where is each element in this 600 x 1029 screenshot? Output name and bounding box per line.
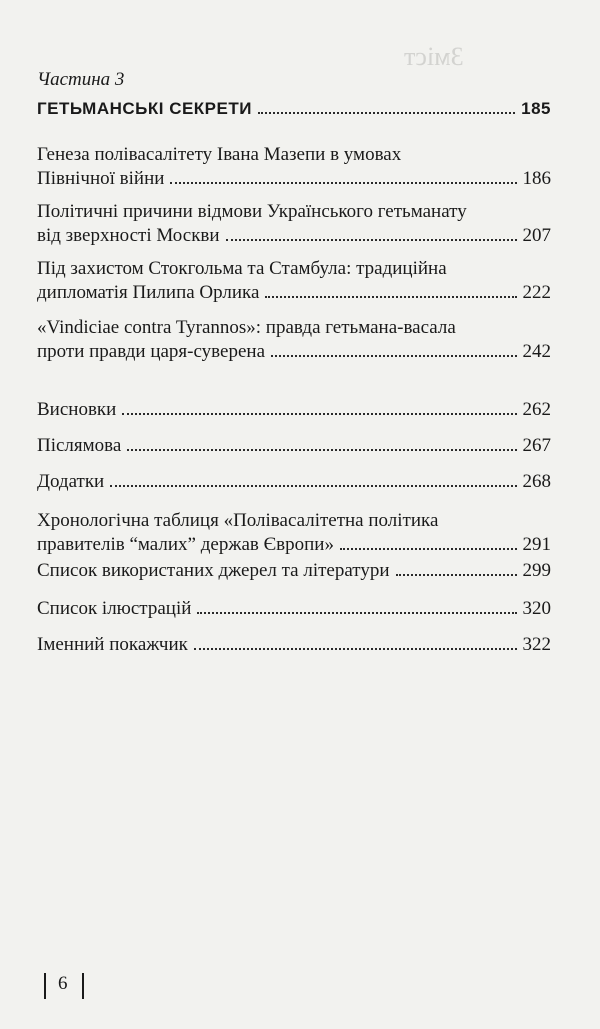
toc-entry-title-line: дипломатія Пилипа Орлика (37, 282, 260, 303)
dot-leader (271, 355, 517, 357)
toc-entry-title: Післямова (37, 435, 122, 456)
toc-entry-page: 242 (522, 341, 551, 362)
toc-entry-page: 268 (522, 471, 551, 492)
toc-entry-title: Список ілюстрацій (37, 598, 192, 619)
toc-entry (37, 398, 551, 422)
toc-entry-title: Список використаних джерел та літератури (37, 560, 390, 581)
dot-leader (265, 296, 516, 298)
toc-entry-page: 291 (522, 534, 551, 555)
dot-leader (110, 485, 516, 487)
toc-entry (37, 143, 551, 191)
dot-leader (396, 574, 517, 576)
toc-entry (37, 633, 551, 657)
show-through-heading: Зміст (404, 42, 464, 71)
toc-entry-page: 207 (522, 225, 551, 246)
toc-entry (37, 200, 551, 248)
toc-entry-title-line: Північної війни (37, 168, 165, 189)
toc-entry-page: 320 (522, 598, 551, 619)
dot-leader (127, 449, 516, 451)
dot-leader (226, 239, 517, 241)
toc-entry-page: 185 (521, 99, 551, 118)
dot-leader (194, 648, 517, 650)
footer-rule-left (44, 973, 46, 999)
dot-leader (258, 112, 515, 114)
toc-entry-title: Іменний покажчик (37, 634, 188, 655)
toc-entry-page: 186 (522, 168, 551, 189)
toc-entry (37, 559, 551, 583)
footer-rule-right (82, 973, 84, 999)
toc-entry-title: ГЕТЬМАНСЬКІ СЕКРЕТИ (37, 99, 252, 118)
toc-entry-page: 322 (522, 634, 551, 655)
toc-entry-page: 262 (522, 399, 551, 420)
dot-leader (170, 182, 516, 184)
toc-entry (37, 597, 551, 621)
toc-entry-title-line: від зверхності Москви (37, 225, 220, 246)
toc-entry-title: Додатки (37, 471, 105, 492)
toc-entry (37, 434, 551, 458)
toc-entry-title-line: проти правди царя-суверена (37, 341, 265, 362)
toc-entry (37, 316, 551, 364)
toc-entry-page: 267 (522, 435, 551, 456)
page-number: 6 (58, 973, 68, 994)
dot-leader (122, 413, 516, 415)
dot-leader (197, 612, 516, 614)
toc-entry-title-line: Під захистом Стокгольма та Стамбула: традиційна (37, 258, 447, 279)
toc-entry-title-line: Хронологічна таблиця «Полівасалітетна політика (37, 510, 439, 531)
toc-entry (37, 257, 551, 305)
toc-entry-page: 222 (522, 282, 551, 303)
toc-entry-page: 299 (522, 560, 551, 581)
part-label: Частина 3 (37, 69, 125, 90)
toc-entry (37, 470, 551, 494)
toc-entry-title-line: «Vindiciae contra Tyrannos»: правда гетьмана-васала (37, 317, 456, 338)
toc-entry-title-line: Політичні причини відмови Українського гетьманату (37, 201, 467, 222)
toc-entry-title-line: Генеза полівасалітету Івана Мазепи в умовах (37, 144, 402, 165)
toc-entry (37, 509, 551, 557)
toc-entry-title: Висновки (37, 399, 117, 420)
toc-entry-section (37, 97, 551, 121)
toc-entry-title-line: правителів “малих” держав Європи» (37, 534, 334, 555)
dot-leader (340, 548, 517, 550)
